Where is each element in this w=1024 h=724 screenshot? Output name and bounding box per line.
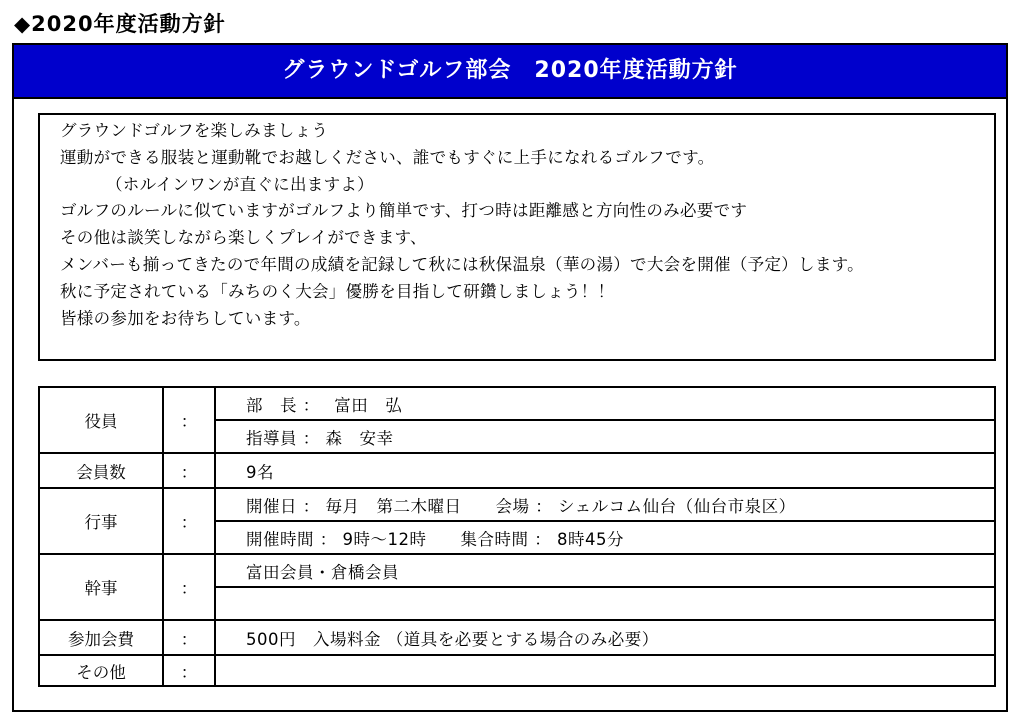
colon: ： (163, 554, 215, 620)
table-row-other (39, 655, 995, 686)
officers-value-1: 部 長 ： 富田 弘 (215, 387, 995, 420)
message-line: 秋に予定されている「みちのく大会」優勝を目指して研鑽しましょう！！ (60, 281, 615, 301)
secretary-label: 幹事 (39, 554, 163, 620)
message-box (38, 113, 996, 361)
colon: ： (163, 620, 215, 655)
table-row-officers-1 (39, 387, 995, 420)
events-value-1: 開催日 ： 毎月 第二木曜日 会場 ： シェルコム仙台（仙台市泉区） (215, 488, 995, 521)
fee-value: 500円 入場料金 （道具を必要とする場合のみ必要） (215, 620, 995, 655)
events-value-2: 開催時間 ： 9時～12時 集合時間 ： 8時45分 (215, 521, 995, 554)
message-line: （ホルインワンが直ぐに出ますよ） (106, 174, 374, 194)
members-value: 9名 (215, 453, 995, 488)
table-row-members (39, 453, 995, 488)
banner-title: グラウンドゴルフ部会 2020年度活動方針 (14, 45, 1006, 99)
message-line: 運動ができる服装と運動靴でお越しください、誰でもすぐに上手になれるゴルフです。 (60, 147, 715, 167)
table-row-secretary-1 (39, 554, 995, 587)
activity-policy-frame (12, 43, 1008, 712)
message-line: グラウンドゴルフを楽しみましょう (60, 121, 329, 140)
page-heading: ◆2020年度活動方針 (14, 12, 226, 36)
secretary-value-2 (215, 587, 995, 620)
colon: ： (163, 655, 215, 686)
message-line: ゴルフのルールに似ていますがゴルフより簡単です、打つ時は距離感と方向性のみ必要です (60, 201, 748, 221)
table-row-events-1 (39, 488, 995, 521)
colon: ： (163, 387, 215, 453)
table-row-fee (39, 620, 995, 655)
members-label: 会員数 (39, 453, 163, 488)
info-table (38, 386, 996, 687)
colon: ： (163, 453, 215, 488)
colon: ： (163, 488, 215, 554)
message-line: メンバーも揃ってきたので年間の成績を記録して秋には秋保温泉（華の湯）で大会を開催（予定）します。 (60, 254, 864, 274)
officers-value-2: 指導員 ： 森 安幸 (215, 420, 995, 453)
message-line: その他は談笑しながら楽しくプレイができます、 (60, 228, 427, 248)
secretary-value-1: 富田会員・倉橋会員 (215, 554, 995, 587)
other-label: その他 (39, 655, 163, 686)
officers-label: 役員 (39, 387, 163, 453)
message-line: 皆様の参加をお待ちしています。 (60, 308, 311, 328)
events-label: 行事 (39, 488, 163, 554)
fee-label: 参加会費 (39, 620, 163, 655)
other-value (215, 655, 995, 686)
